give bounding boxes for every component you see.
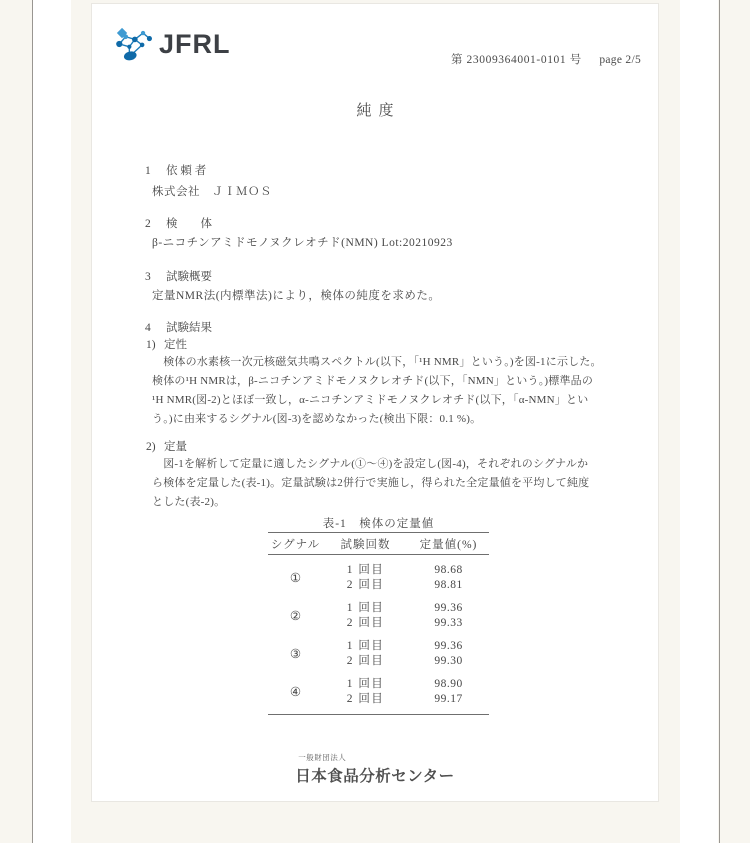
run-value: 99.17 [434, 693, 463, 705]
section-3-body: 定量NMR法(内標準法)により，検体の純度を求めた。 [152, 290, 441, 302]
paragraph-line: う。)に由来するシグナル(図-3)を認めなかった(検出下限：0.1 %)。 [152, 413, 482, 425]
table-row [323, 601, 489, 616]
right-page-edge [680, 0, 718, 843]
quantitative-paragraph [152, 455, 650, 512]
section-2-body: β-ニコチンアミドモノヌクレオチド(NMN) Lot:20210923 [152, 237, 453, 249]
run-value: 99.30 [434, 655, 463, 667]
table-header-row [268, 533, 489, 555]
paragraph-line: 検体の水素核一次元核磁気共鳴スペクトル(以下，「¹H NMR」という。)を図-1に示した。 [152, 356, 602, 368]
document-number: 第 23009364001-0101 号 [450, 54, 582, 66]
footer-logo [92, 752, 658, 786]
run-label: 1 回目 [346, 640, 385, 652]
run-value: 98.90 [434, 678, 463, 690]
section-heading-label: 試験結果 [166, 322, 212, 334]
section-3-heading [145, 268, 212, 284]
signal-number: ④ [289, 685, 302, 699]
table-row-group [268, 555, 489, 593]
run-value: 98.68 [434, 564, 463, 576]
section-1-body: 株式会社 ＪＩＭＯＳ [152, 186, 272, 198]
run-label: 1 回目 [346, 678, 385, 690]
table-row [323, 692, 489, 707]
document-number-line [451, 51, 641, 67]
run-label: 2 回目 [346, 579, 385, 591]
section-4-heading [145, 319, 212, 335]
molecule-network-icon [112, 25, 154, 63]
report-title: 純度 [356, 103, 401, 119]
paragraph-line: 検体の¹H NMRは，β-ニコチンアミドモノヌクレオチド(以下，「NMN」という。)標準品の [152, 375, 594, 387]
subsection-quantitative-heading [146, 438, 187, 454]
quantitation-table [268, 532, 489, 715]
table-row [323, 677, 489, 692]
table-row-group [268, 593, 489, 631]
paragraph-line: 図-1を解析して定量に適したシグナル(①～④)を設定し(図-4)，それぞれのシグナルか [152, 458, 589, 470]
signal-number: ③ [289, 647, 302, 661]
run-label: 1 回目 [346, 602, 385, 614]
paragraph-line: とした(表-2)。 [152, 496, 226, 508]
subsection-heading-label: 定量 [164, 441, 187, 453]
organization-name: 日本食品分析センター [295, 768, 455, 785]
signal-number: ② [289, 609, 302, 623]
section-heading-label: 依 頼 者 [166, 165, 207, 177]
paragraph-line: ¹H NMR(図-2)とほぼ一致し，α-ニコチンアミドモノヌクレオチド(以下，「α-NMN」とい [152, 394, 589, 406]
run-label: 2 回目 [346, 617, 385, 629]
page-indicator: page 2/5 [599, 54, 641, 66]
table-row [323, 578, 489, 593]
table-row [323, 654, 489, 669]
section-2-heading [145, 215, 212, 231]
run-label: 1 回目 [346, 564, 385, 576]
subsection-number: 1) [146, 339, 156, 351]
section-number: 2 [145, 218, 151, 230]
table-caption: 表-1 検体の定量値 [322, 518, 435, 530]
paragraph-line: ら検体を定量した(表-1)。定量試験は2併行で実施し，得られた全定量値を平均して純度 [152, 477, 590, 489]
section-number: 1 [145, 165, 151, 177]
left-page-edge [33, 0, 71, 843]
table-row-group [268, 669, 489, 707]
subsection-heading-label: 定性 [164, 339, 187, 351]
organization-type-label: 一般財団法人 [298, 753, 347, 762]
table-row [323, 616, 489, 631]
table-row [323, 639, 489, 654]
section-heading-label: 検 体 [166, 218, 212, 230]
section-1-heading [145, 162, 206, 178]
run-label: 2 回目 [346, 655, 385, 667]
run-value: 98.81 [434, 579, 463, 591]
right-divider-line [719, 0, 720, 843]
run-value: 99.36 [434, 602, 463, 614]
column-header-value: 定量値(%) [419, 538, 478, 551]
section-number: 4 [145, 322, 151, 334]
report-page [91, 3, 659, 802]
subsection-qualitative-heading [146, 336, 187, 352]
section-heading-label: 試験概要 [166, 271, 212, 283]
jfrl-logo-text: JFRL [159, 28, 231, 59]
column-header-run: 試験回数 [340, 538, 391, 551]
column-header-signal: シグナル [270, 538, 321, 551]
run-label: 2 回目 [346, 693, 385, 705]
table-row-group [268, 631, 489, 669]
table-row [323, 563, 489, 578]
signal-number: ① [289, 571, 302, 585]
subsection-number: 2) [146, 441, 156, 453]
run-value: 99.36 [434, 640, 463, 652]
jfrl-logo [112, 25, 231, 63]
qualitative-paragraph [152, 353, 650, 429]
run-value: 99.33 [434, 617, 463, 629]
section-number: 3 [145, 271, 151, 283]
